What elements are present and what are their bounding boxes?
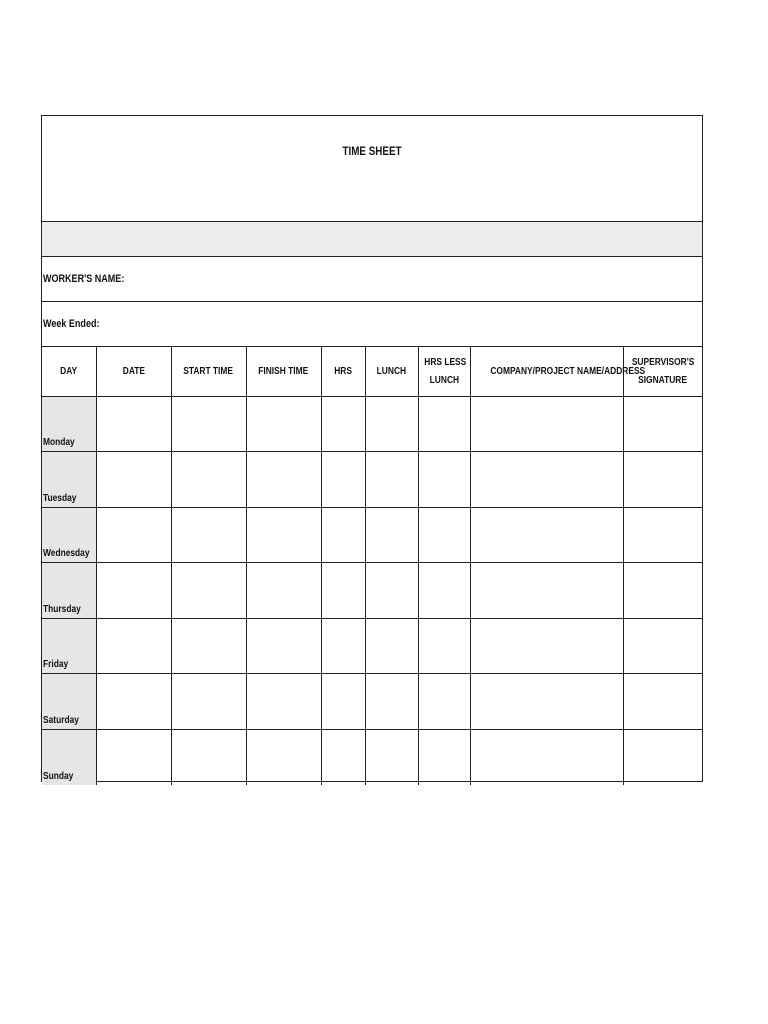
day-cell	[42, 396, 96, 452]
day-label: Saturday	[43, 713, 79, 726]
lunch-cell[interactable]	[365, 674, 418, 730]
shaded-spacer-row	[42, 222, 702, 257]
hrs-cell[interactable]	[321, 729, 365, 785]
worker-name-row[interactable]	[42, 257, 702, 302]
hrs-less-lunch-cell[interactable]	[418, 507, 470, 563]
finish-time-cell[interactable]	[246, 396, 321, 452]
header-hrs: HRS	[321, 347, 365, 396]
signature-cell[interactable]	[623, 674, 702, 730]
company-cell[interactable]	[470, 674, 623, 730]
finish-time-cell[interactable]	[246, 618, 321, 674]
hrs-less-lunch-cell[interactable]	[418, 563, 470, 619]
hrs-cell[interactable]	[321, 618, 365, 674]
day-cell	[42, 674, 96, 730]
hrs-less-lunch-cell[interactable]	[418, 452, 470, 508]
start-time-cell[interactable]	[171, 452, 246, 508]
lunch-cell[interactable]	[365, 729, 418, 785]
table-row	[42, 452, 702, 508]
day-cell	[42, 507, 96, 563]
hrs-cell[interactable]	[321, 396, 365, 452]
header-company: COMPANY/PROJECT NAME/ADDRESS	[470, 347, 623, 396]
lunch-cell[interactable]	[365, 396, 418, 452]
lunch-cell[interactable]	[365, 618, 418, 674]
signature-cell[interactable]	[623, 563, 702, 619]
company-cell[interactable]	[470, 452, 623, 508]
header-supervisor-signature: SUPERVISOR'S SIGNATURE	[623, 347, 702, 396]
date-cell[interactable]	[96, 396, 171, 452]
signature-cell[interactable]	[623, 729, 702, 785]
title-row	[42, 116, 702, 222]
date-cell[interactable]	[96, 507, 171, 563]
company-cell[interactable]	[470, 618, 623, 674]
date-cell[interactable]	[96, 452, 171, 508]
table-row	[42, 674, 702, 730]
hrs-less-lunch-cell[interactable]	[418, 729, 470, 785]
date-cell[interactable]	[96, 618, 171, 674]
start-time-cell[interactable]	[171, 729, 246, 785]
date-cell[interactable]	[96, 674, 171, 730]
time-sheet-form	[41, 115, 703, 782]
signature-cell[interactable]	[623, 452, 702, 508]
company-cell[interactable]	[470, 729, 623, 785]
hrs-cell[interactable]	[321, 674, 365, 730]
week-ended-label: Week Ended:	[43, 318, 100, 330]
start-time-cell[interactable]	[171, 396, 246, 452]
finish-time-cell[interactable]	[246, 452, 321, 508]
day-label: Wednesday	[43, 547, 90, 559]
header-date: DATE	[96, 347, 171, 396]
start-time-cell[interactable]	[171, 563, 246, 619]
signature-cell[interactable]	[623, 396, 702, 452]
date-cell[interactable]	[96, 729, 171, 785]
hrs-less-lunch-cell[interactable]	[418, 396, 470, 452]
table-row	[42, 396, 702, 452]
date-cell[interactable]	[96, 563, 171, 619]
hrs-less-lunch-cell[interactable]	[418, 674, 470, 730]
table-row	[42, 563, 702, 619]
finish-time-cell[interactable]	[246, 729, 321, 785]
table-row	[42, 507, 702, 563]
hrs-cell[interactable]	[321, 563, 365, 619]
lunch-cell[interactable]	[365, 452, 418, 508]
hrs-cell[interactable]	[321, 452, 365, 508]
header-start-time: START TIME	[171, 347, 246, 396]
hrs-less-lunch-cell[interactable]	[418, 618, 470, 674]
start-time-cell[interactable]	[171, 674, 246, 730]
timesheet-table	[42, 347, 702, 785]
table-row	[42, 729, 702, 785]
day-cell	[42, 452, 96, 508]
finish-time-cell[interactable]	[246, 563, 321, 619]
week-ended-row[interactable]	[42, 302, 702, 347]
worker-name-label: WORKER'S NAME:	[43, 273, 125, 285]
company-cell[interactable]	[470, 396, 623, 452]
day-label: Sunday	[43, 769, 74, 782]
signature-cell[interactable]	[623, 618, 702, 674]
table-row	[42, 618, 702, 674]
day-label: Tuesday	[43, 491, 77, 504]
day-cell	[42, 563, 96, 619]
header-day: DAY	[42, 347, 96, 396]
day-cell	[42, 729, 96, 785]
header-hrs-less-lunch: HRS LESS LUNCH	[418, 347, 470, 396]
finish-time-cell[interactable]	[246, 674, 321, 730]
day-label: Thursday	[43, 602, 81, 615]
day-label: Monday	[43, 436, 75, 448]
company-cell[interactable]	[470, 563, 623, 619]
sheet-title: TIME SHEET	[342, 144, 402, 158]
signature-cell[interactable]	[623, 507, 702, 563]
start-time-cell[interactable]	[171, 507, 246, 563]
hrs-cell[interactable]	[321, 507, 365, 563]
lunch-cell[interactable]	[365, 563, 418, 619]
finish-time-cell[interactable]	[246, 507, 321, 563]
day-label: Friday	[43, 658, 69, 670]
table-header-row	[42, 347, 702, 396]
start-time-cell[interactable]	[171, 618, 246, 674]
company-cell[interactable]	[470, 507, 623, 563]
header-lunch: LUNCH	[365, 347, 418, 396]
lunch-cell[interactable]	[365, 507, 418, 563]
header-finish-time: FINISH TIME	[246, 347, 321, 396]
day-cell	[42, 618, 96, 674]
